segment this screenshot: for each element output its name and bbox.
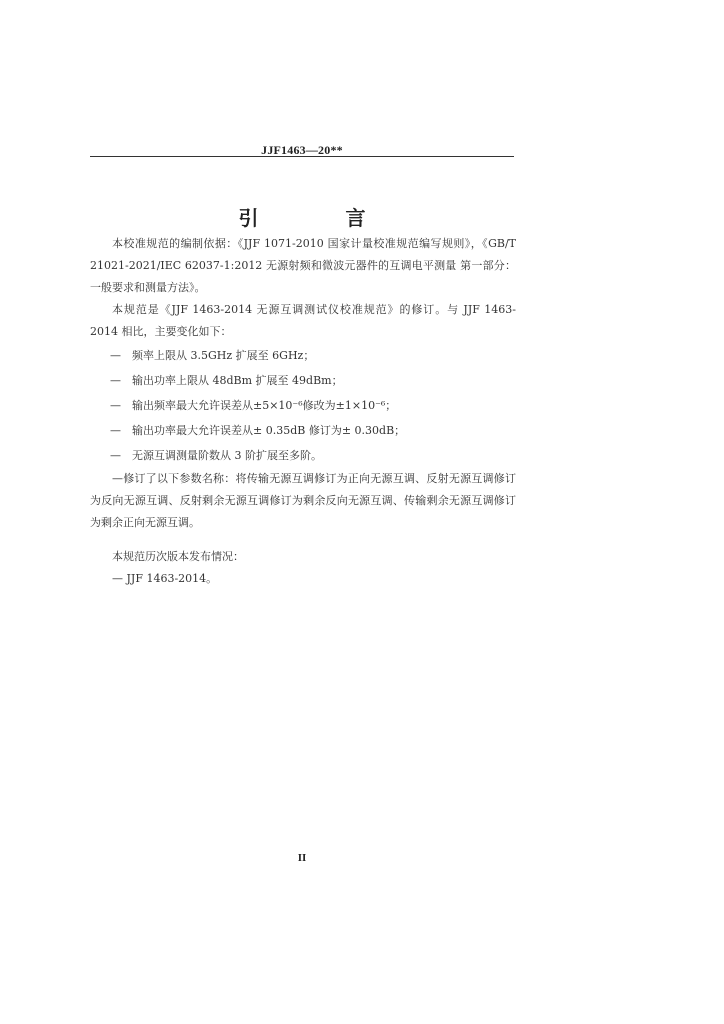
history-item: — JJF 1463-2014。 xyxy=(112,572,218,585)
list-item: — 输出功率上限从 48dBm 扩展至 49dBm； xyxy=(90,368,516,393)
header-divider xyxy=(90,156,514,157)
list-item: — 输出频率最大允许误差从±5×10⁻⁶修改为±1×10⁻⁶； xyxy=(90,393,516,418)
spacer xyxy=(90,534,516,546)
revision-paragraph: 本规范是《JJF 1463-2014 无源互调测试仪校准规范》的修订。与 JJF 1463-2014 相比，主要变化如下： xyxy=(90,303,516,338)
changes-list xyxy=(90,343,516,468)
dash-marker: — xyxy=(110,399,121,412)
section-title: 引 言 xyxy=(238,206,406,230)
page-number: II xyxy=(297,852,307,864)
dash-marker: — xyxy=(110,424,121,437)
document-code-header: JJF1463—20** xyxy=(261,143,343,157)
dash-marker: — xyxy=(110,374,121,387)
introduction-body xyxy=(90,233,516,590)
list-item: — 输出功率最大允许误差从± 0.35dB 修订为± 0.30dB； xyxy=(90,418,516,443)
renamed-parameters-paragraph: —修订了以下参数名称：将传输无源互调修订为正向无源互调、反射无源互调修订为反向无源互调、反射剩余无源互调修订为剩余反向无源互调、传输剩余无源互调修订为剩余正向无源互调。 xyxy=(90,472,516,529)
list-item: — 无源互调测量阶数从 3 阶扩展至多阶。 xyxy=(90,443,516,468)
list-item: — 频率上限从 3.5GHz 扩展至 6GHz； xyxy=(90,343,516,368)
dash-marker: — xyxy=(110,349,121,362)
dash-marker: — xyxy=(112,572,127,585)
history-heading: 本规范历次版本发布情况： xyxy=(112,550,244,563)
dash-marker: — xyxy=(112,472,123,485)
dash-marker: — xyxy=(110,449,121,462)
basis-paragraph: 本校准规范的编制依据：《JJF 1071-2010 国家计量校准规范编写规则》，《GB/T 21021-2021/IEC 62037-1:2012 无源射频和微波元器件的互调电平测量 第一部分：一般要求和测量方法》。 xyxy=(90,237,516,294)
